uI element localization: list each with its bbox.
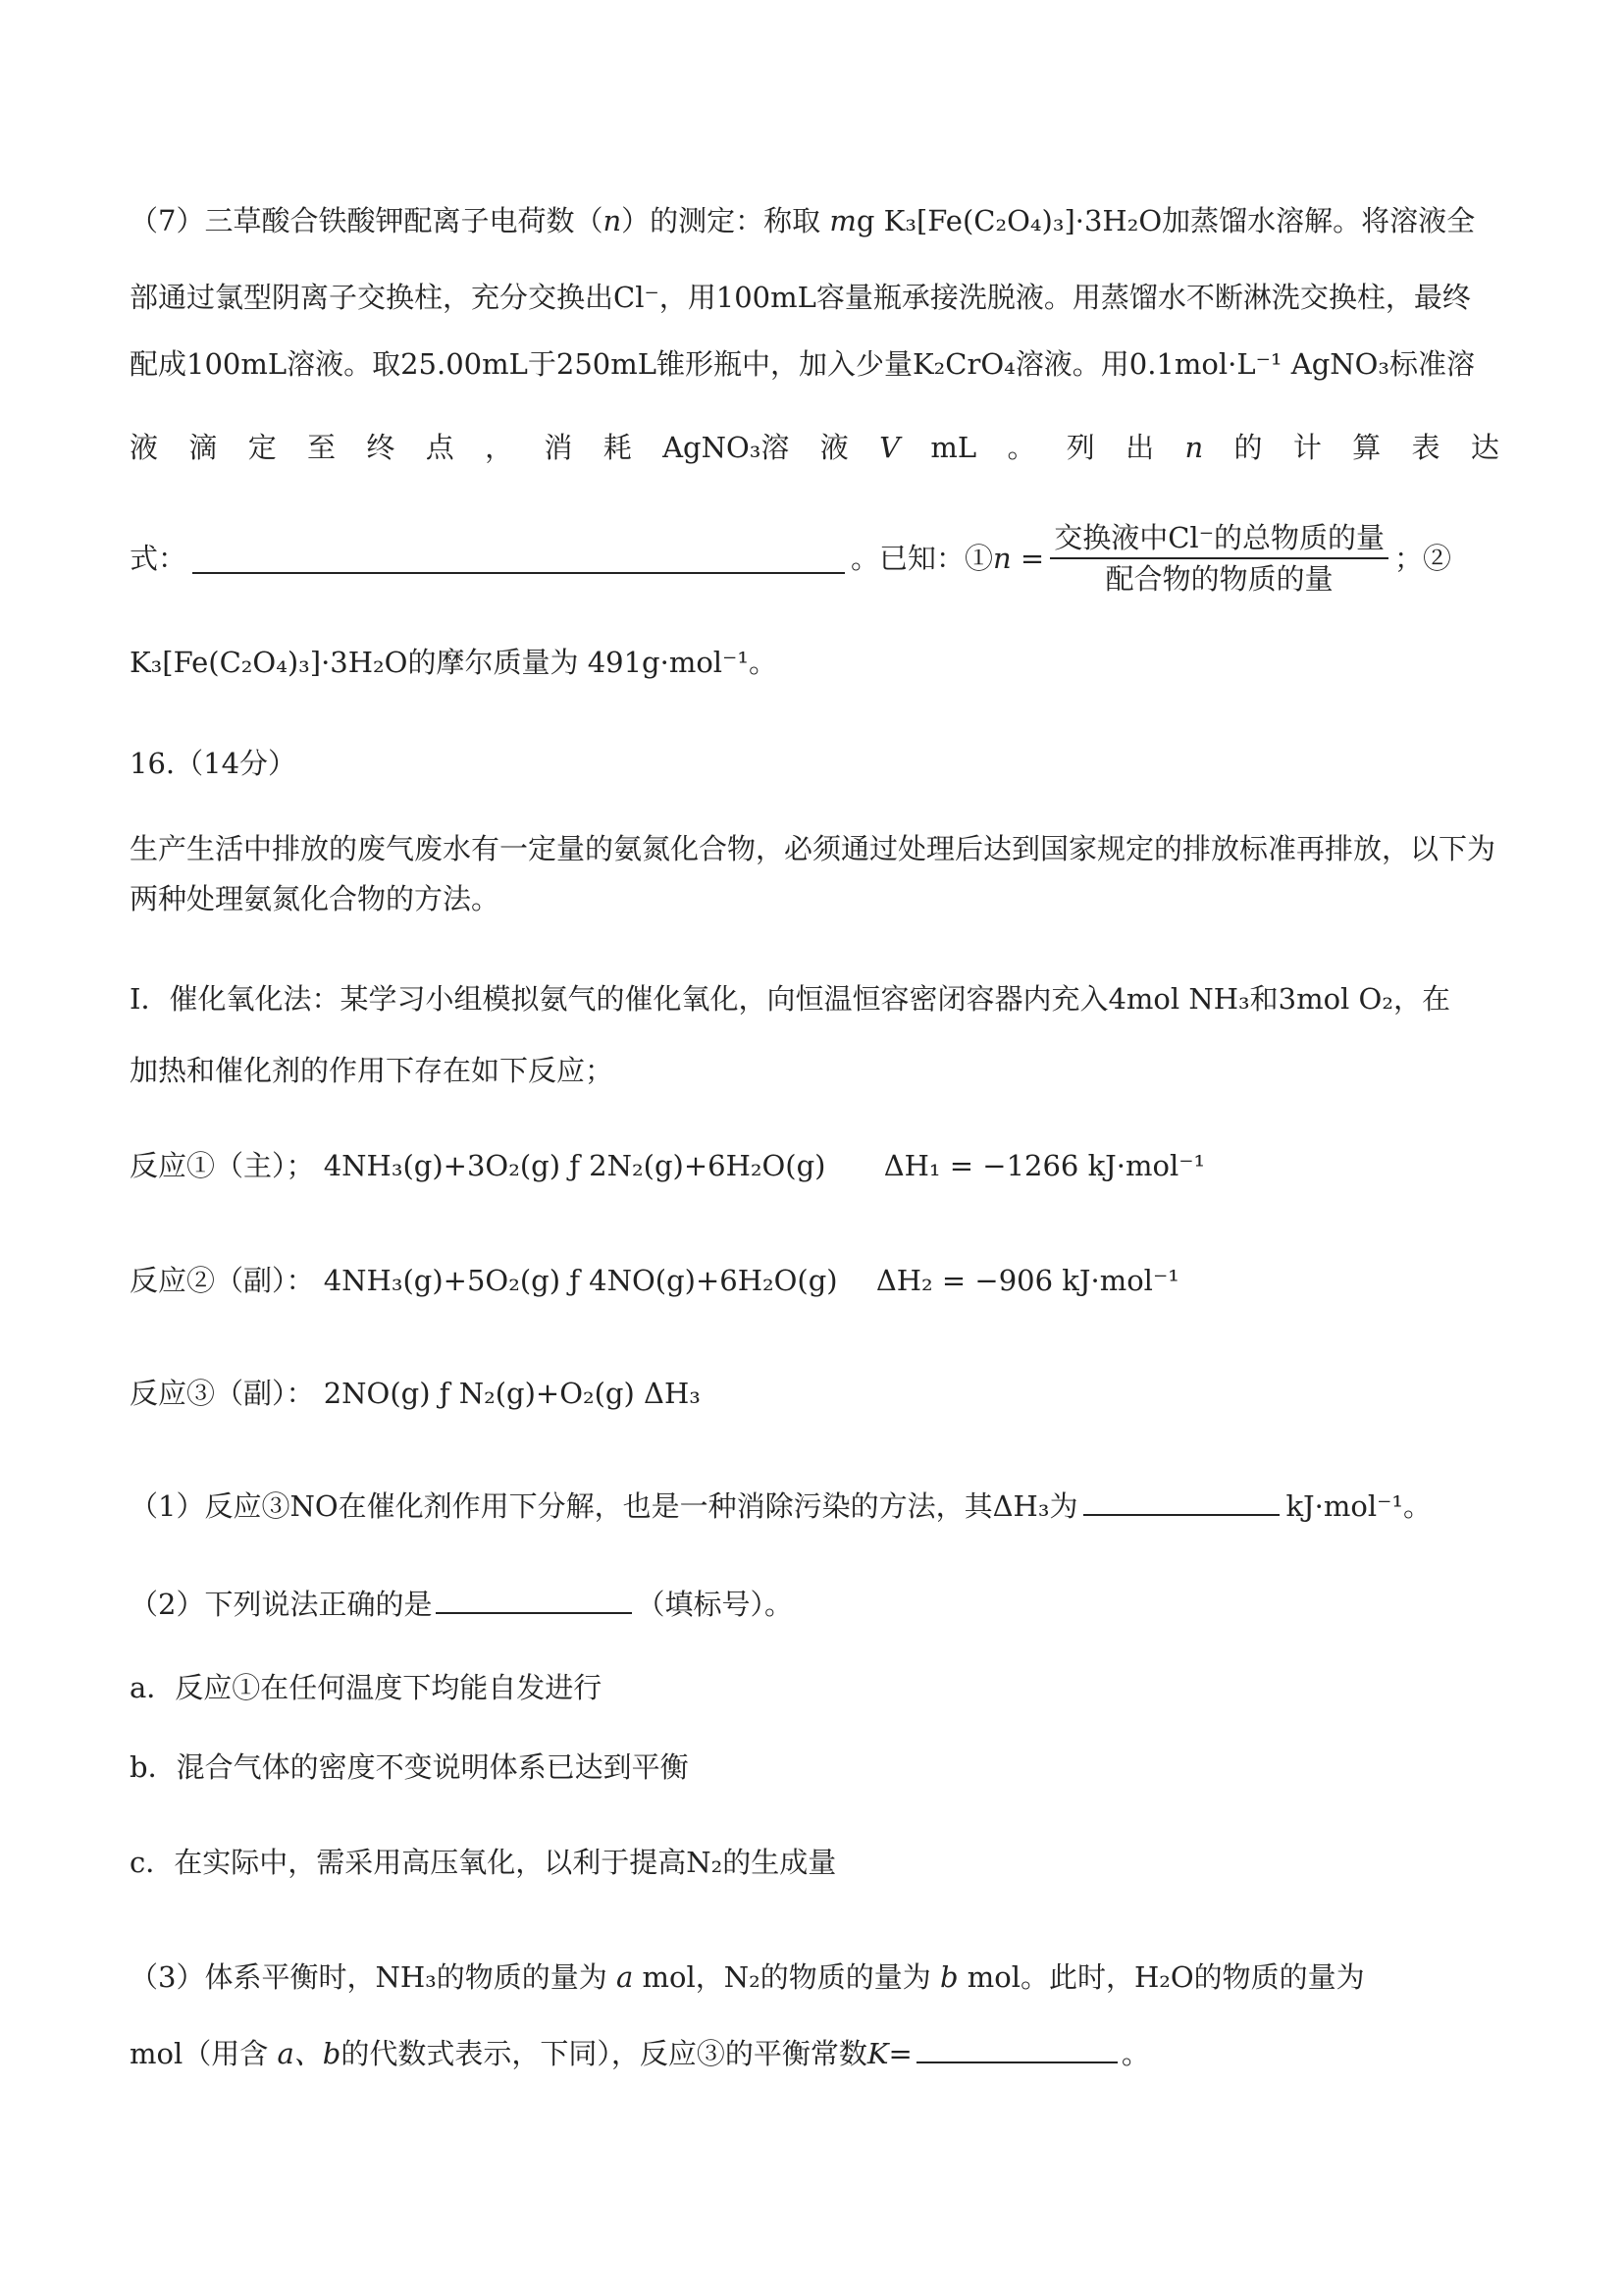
fraction-numerator: 交换液中Cl⁻的总物质的量 <box>1050 520 1388 559</box>
reaction-2 <box>130 1261 1179 1300</box>
token: 液 <box>130 431 159 464</box>
q15-7-line1 <box>130 201 1475 240</box>
q15-7-line5 <box>130 520 1451 597</box>
compound-formula: K₃[Fe(C₂O₄)₃]·3H₂O <box>883 204 1163 237</box>
text: kJ·mol⁻¹。 <box>1285 1489 1433 1523</box>
option-c: c．在实际中，需采用高压氧化，以利于提高N₂的生成量 <box>130 1846 837 1879</box>
text: （3）体系平衡时，NH₃的物质的量为 <box>130 1960 607 1994</box>
token: 消 <box>544 431 573 464</box>
q16-part1-b: 加热和催化剂的作用下存在如下反应； <box>130 1054 614 1087</box>
var-a: a <box>615 1960 634 1994</box>
q16-header: 16.（14分） <box>130 747 297 780</box>
q15-7-line4 <box>130 428 1499 467</box>
token: 点 <box>425 431 454 464</box>
answer-blank-choice[interactable] <box>436 1583 632 1614</box>
text: ；② <box>1394 542 1452 575</box>
text: 标准溶 <box>1389 347 1476 381</box>
text: 的摩尔质量为 <box>407 646 579 679</box>
token: 耗 <box>602 431 632 464</box>
answer-blank-dh3[interactable] <box>1083 1485 1280 1516</box>
token: 终 <box>366 431 395 464</box>
token: 列 <box>1066 431 1095 464</box>
token: 。 <box>1007 431 1036 464</box>
token: 至 <box>307 431 337 464</box>
q16-para1: 生产生活中排放的废气废水有一定量的氨氮化合物，必须通过处理后达到国家规定的排放标准再排放，以下为 <box>130 832 1496 865</box>
token: 滴 <box>188 431 218 464</box>
text: ）的测定：称取 <box>621 204 821 237</box>
q15-7-line6 <box>130 643 777 682</box>
vars-ab: a、b <box>277 2037 341 2070</box>
var-b: b <box>939 1960 959 1994</box>
text: （1）反应③NO在催化剂作用下分解，也是一种消除污染的方法，其ΔH₃为 <box>130 1489 1078 1523</box>
reaction-label: 反应③（副）： <box>130 1377 315 1410</box>
q15-7-line2: 部通过氯型阴离子交换柱，充分交换出Cl⁻，用100mL容量瓶承接洗脱液。用蒸馏水不断淋洗交换柱，最终 <box>130 281 1471 314</box>
formula-agno3: AgNO₃ <box>1290 347 1390 381</box>
reaction-label: 反应②（副）： <box>130 1264 315 1297</box>
q16-part1-a: Ⅰ．催化氧化法：某学习小组模拟氨气的催化氧化，向恒温恒容密闭容器内充入4mol NH₃和3mol O₂，在 <box>130 982 1450 1016</box>
text: 加蒸馏水溶解。将溶液全 <box>1162 204 1476 237</box>
text: 的代数式表示，下同），反应③的平衡常数 <box>340 2037 867 2070</box>
compound-formula: K₃[Fe(C₂O₄)₃]·3H₂O <box>130 646 408 679</box>
token: 达 <box>1470 431 1499 464</box>
reaction-equation: 4NH₃(g)+5O₂(g) ƒ 4NO(g)+6H₂O(g) <box>323 1264 838 1297</box>
fraction <box>1050 520 1388 597</box>
equals: = <box>888 2037 913 2070</box>
text: （2）下列说法正确的是 <box>130 1588 433 1621</box>
var-k: K <box>866 2037 889 2070</box>
token: AgNO₃溶 <box>662 431 790 464</box>
token: mL <box>930 431 977 464</box>
text: 式： <box>130 542 187 575</box>
text: （7）三草酸合铁酸钾配离子电荷数（ <box>130 204 603 237</box>
fraction-denominator: 配合物的物质的量 <box>1105 562 1334 596</box>
var-v: V <box>879 431 901 464</box>
text: mol（用含 <box>130 2037 269 2070</box>
text: 。 <box>1121 2037 1150 2070</box>
reaction-equation: 2NO(g) ƒ N₂(g)+O₂(g) ΔH₃ <box>323 1377 701 1410</box>
text: mol，N₂的物质的量为 <box>642 1960 931 1994</box>
text: 。已知：① <box>851 542 994 575</box>
token: 算 <box>1352 431 1382 464</box>
token: 表 <box>1411 431 1440 464</box>
text: mol。此时，H₂O的物质的量为 <box>967 1960 1365 1994</box>
q16-sub1 <box>130 1485 1432 1526</box>
option-a: a．反应①在任何温度下均能自发进行 <box>130 1671 602 1704</box>
reaction-label: 反应①（主）； <box>130 1149 315 1182</box>
reaction-1 <box>130 1146 1205 1185</box>
unit-g: g <box>856 204 875 237</box>
token: ， <box>485 431 514 464</box>
answer-blank-k[interactable] <box>916 2032 1118 2063</box>
q16-sub3-cont <box>130 2032 1150 2073</box>
option-b: b．混合气体的密度不变说明体系已达到平衡 <box>130 1750 689 1784</box>
text: 配成100mL溶液。取25.00mL于250mL锥形瓶中，加入少量 <box>130 347 913 381</box>
concentration: 0.1mol·L⁻¹ <box>1128 347 1283 381</box>
answer-blank-n[interactable] <box>192 543 845 574</box>
reaction-3 <box>130 1374 701 1413</box>
q16-sub2 <box>130 1583 793 1624</box>
var-m: m <box>829 204 857 237</box>
text: 溶液。用 <box>1015 347 1129 381</box>
var-n: n <box>602 204 622 237</box>
token: 的 <box>1233 431 1263 464</box>
molar-mass: 491g·mol⁻¹ <box>587 646 749 679</box>
enthalpy: ΔH₁ = −1266 kJ·mol⁻¹ <box>883 1149 1206 1182</box>
q15-7-line3 <box>130 344 1475 384</box>
formula-k2cro4: K₂CrO₄ <box>913 347 1016 381</box>
fraction-lhs: n = <box>993 542 1045 575</box>
q16-sub3 <box>130 1957 1365 1997</box>
token: 出 <box>1126 431 1155 464</box>
text: （填标号）。 <box>636 1588 793 1621</box>
token: 定 <box>247 431 277 464</box>
token: 液 <box>819 431 849 464</box>
var-n: n <box>1184 431 1204 464</box>
q16-para2: 两种处理氨氮化合物的方法。 <box>130 882 500 915</box>
reaction-equation: 4NH₃(g)+3O₂(g) ƒ 2N₂(g)+6H₂O(g) <box>323 1149 826 1182</box>
token: 计 <box>1292 431 1322 464</box>
enthalpy: ΔH₂ = −906 kJ·mol⁻¹ <box>875 1264 1179 1297</box>
text: 。 <box>749 646 778 679</box>
